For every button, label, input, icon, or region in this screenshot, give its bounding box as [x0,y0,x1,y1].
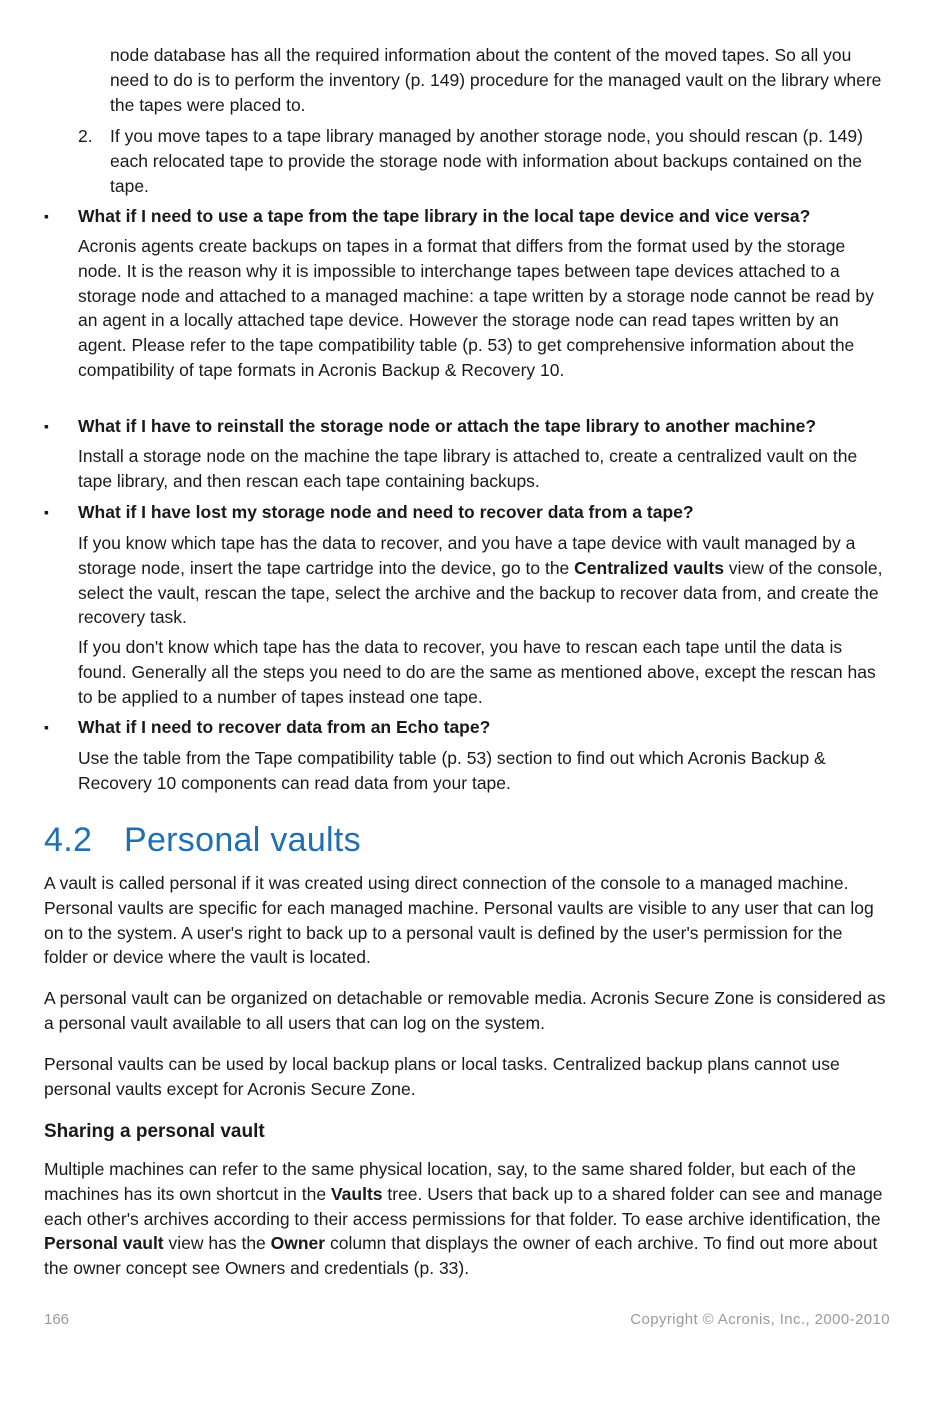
bullet-icon: ▪ [44,418,49,434]
subsection-heading: Sharing a personal vault [44,1121,265,1142]
copyright-notice: Copyright © Acronis, Inc., 2000-2010 [630,1311,890,1328]
section-number: 4.2 [44,821,93,859]
section-paragraph-2: A personal vault can be organized on detachable or removable media. Acronis Secure Zone is considered as a personal vault available to all users that can log on the system. [44,988,886,1033]
bullet-icon: ▪ [44,719,49,735]
faq-answer-2: Install a storage node on the machine the tape library is attached to, create a centralized vault on the tape library, and then rescan each tape containing backups. [78,446,858,491]
section-heading [44,818,361,862]
section-title: Personal vaults [124,821,361,859]
page-number: 166 [44,1311,70,1328]
faq-question-4: What if I need to recover data from an Echo tape? [78,717,491,737]
bullet-icon: ▪ [44,504,49,520]
list-continuation: node database has all the required information about the content of the moved tapes. So all you need to do is to perform the inventory (p. 149) procedure for the managed vault on the library where the tapes were placed to. [110,45,882,115]
subsection-paragraph: Multiple machines can refer to the same physical location, say, to the same shared folder, but each of the machines has its own shortcut in the Vaults tree. Users that back up to a shared folder can see and manage each other's archives according to their access permissions for that folder. To ease archive identification, the Personal vault view has the Owner column that displays the owner of each archive. To find out more about the owner concept see Owners and credentials (p. 33). [44,1159,883,1279]
section-paragraph-1: A vault is called personal if it was created using direct connection of the console to a managed machine. Personal vaults are specific for each managed machine. Personal vaults are visible to any user that can log on to the system. A user's right to back up to a personal vault is defined by the user's permission for the folder or device where the vault is located. [44,873,874,968]
list-item-2: If you move tapes to a tape library managed by another storage node, you should rescan (p. 149) each relocated tape to provide the storage node with information about backups contained on the tape. [110,126,863,196]
faq-answer-3b: If you don't know which tape has the data to recover, you have to rescan each tape until the data is found. Generally all the steps you need to do are the same as mentioned above, except the rescan has to be applied to a number of tapes instead one tape. [78,637,876,707]
list-number-2: 2. [78,126,93,146]
faq-answer-3: If you know which tape has the data to recover, and you have a tape device with vault managed by a storage node, insert the tape cartridge into the device, go to the Centralized vaults view of the console, select the vault, rescan the tape, select the archive and the backup to recover data from, and create the recovery task. [78,533,883,628]
section-paragraph-3: Personal vaults can be used by local backup plans or local tasks. Centralized backup plans cannot use personal vaults except for Acronis Secure Zone. [44,1054,840,1099]
bullet-icon: ▪ [44,208,49,224]
faq-question-1: What if I need to use a tape from the tape library in the local tape device and vice versa? [78,206,811,226]
faq-answer-4: Use the table from the Tape compatibility table (p. 53) section to find out which Acronis Backup & Recovery 10 components can read data from your tape. [78,748,826,793]
faq-question-2: What if I have to reinstall the storage node or attach the tape library to another machine? [78,416,817,436]
faq-answer-1: Acronis agents create backups on tapes in a format that differs from the format used by the storage node. It is the reason why it is impossible to interchange tapes between tape devices attached to a storage node and attached to a managed machine: a tape written by a storage node cannot be read by an agent in a locally attached tape device. However the storage node can read tapes written by an agent. Please refer to the tape compatibility table (p. 53) to get comprehensive information about the compatibility of tape formats in Acronis Backup & Recovery 10. [78,236,874,380]
faq-question-3: What if I have lost my storage node and need to recover data from a tape? [78,502,694,522]
